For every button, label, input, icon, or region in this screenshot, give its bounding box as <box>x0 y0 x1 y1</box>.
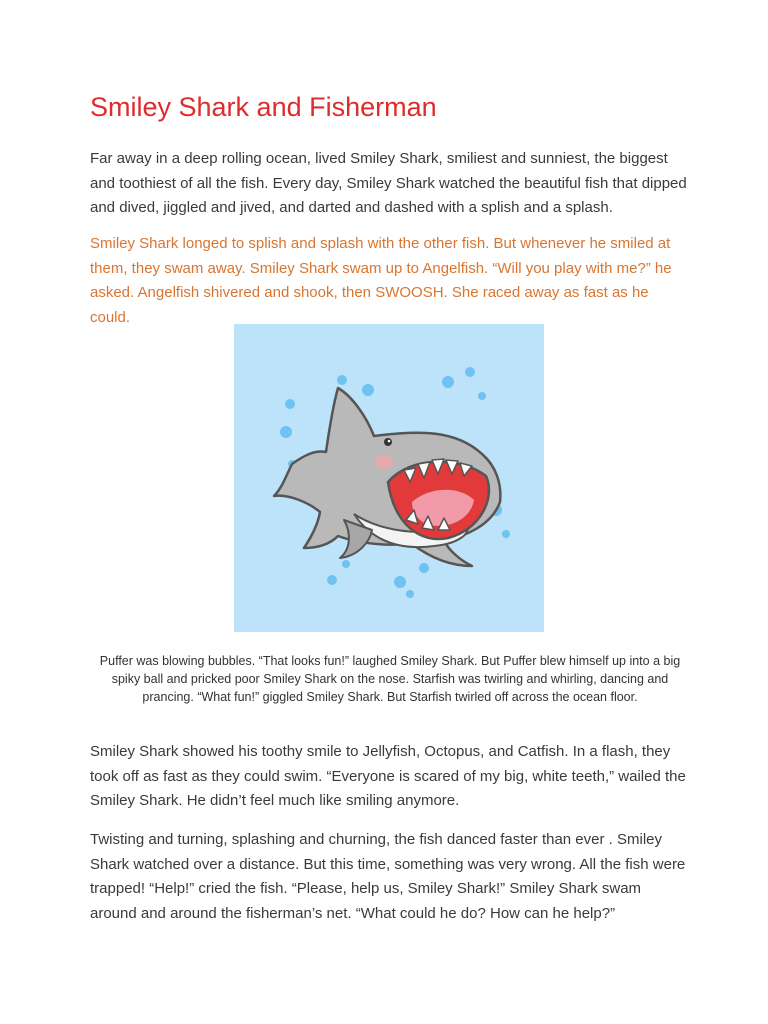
paragraph-fisherman-net: Twisting and turning, splashing and churning, the fish danced faster than ever . Smiley Shark watched over a distance. But this time, something was very wrong. All the fish were trapped! “Help!” cried the fish. “Please, help us, Smiley Shark!” Smiley Shark swam around and around the fisherman’s net. “What could he do? How can he help?” <box>90 831 686 922</box>
illustration-caption: Puffer was blowing bubbles. “That looks fun!” laughed Smiley Shark. But Puffer blew himself up into a big spiky ball and pricked poor Smiley Shark on the nose. Starfish was twirling and whirling, dancing and prancing. “What fun!” giggled Smiley Shark. But Starfish twirled off across the ocean floor. <box>99 654 681 705</box>
paragraph-intro: Far away in a deep rolling ocean, lived Smiley Shark, smiliest and sunniest, the biggest and toothiest of all the fish. Every day, Smiley Shark watched the beautiful fish that dipped and dived, jiggled and jived, and darted and dashed with a splish and a splash. <box>90 150 687 216</box>
paragraph-angelfish: Smiley Shark longed to splish and splash with the other fish. But whenever he smiled at them, they swam away. Smiley Shark swam up to Angelfish. “Will you play with me?” he asked. Angelfish shivered and shook, then SWOOSH. She raced away as fast as he could. <box>90 235 672 326</box>
shark-icon <box>234 324 544 632</box>
document-title: Smiley Shark and Fisherman <box>90 92 437 122</box>
shark-illustration <box>234 324 544 632</box>
paragraph-toothy-smile: Smiley Shark showed his toothy smile to Jellyfish, Octopus, and Catfish. In a flash, they took off as fast as they could swim. “Everyone is scared of my big, white teeth,” wailed the Smiley Shark. He didn’t feel much like smiling anymore. <box>90 743 686 809</box>
